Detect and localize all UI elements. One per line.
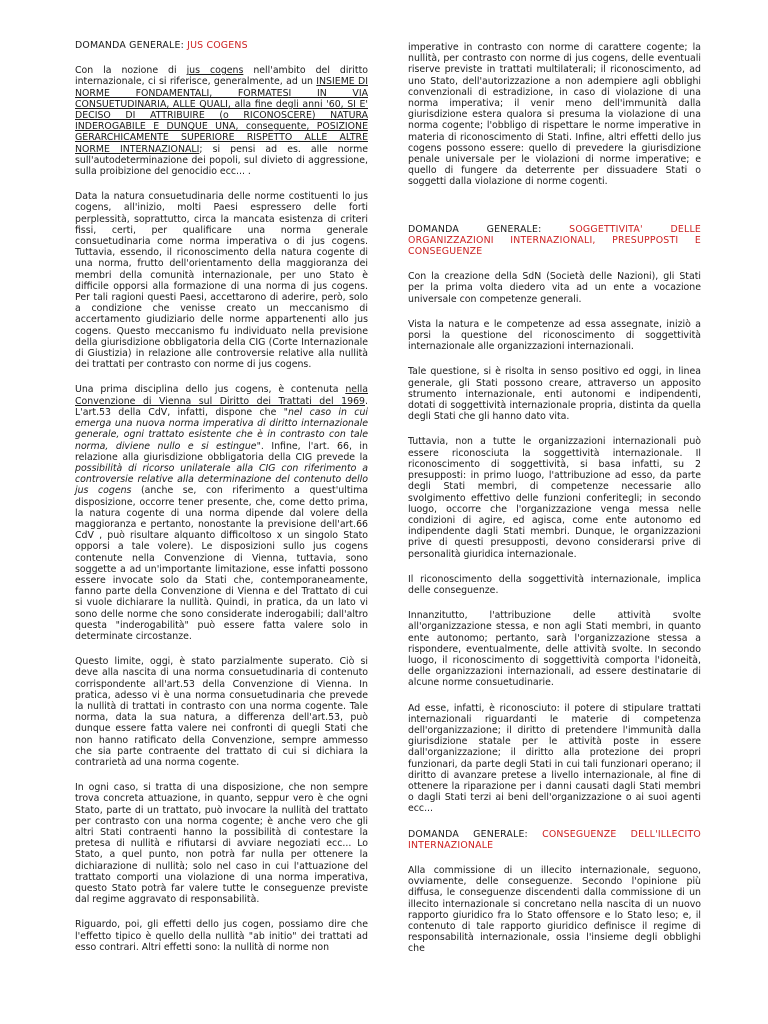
text-run: . L'art.53 della CdV, infatti, dispone che bbox=[75, 395, 368, 418]
italic-text: possibilità di ricorso unilaterale alla CIG con riferimento a controversie relative alla determinazione del contenuto dello jus cogens bbox=[75, 462, 368, 497]
paragraph: Ad esse, infatti, è riconosciuto: il potere di stipulare trattati internazionali riguardanti le materie di competenza dell'organizzazione; il diritto di pretendere l'immunità dalla giurisdizione statale per le attività poste in essere dall'organizzazione; il diritto alla protezione dei propri funzionari, da parte degli Stati in cui tali funzionari operano; il diritto di avanzare pretese a livello internazionale, al fine di ottenere la riparazione per i danni causati dagli Stati membri o dagli Stati terzi ai beni dell'organizzazione o ai suoi agenti ecc... bbox=[408, 702, 701, 815]
underlined-text: jus cogens bbox=[186, 65, 244, 77]
paragraph: In ogni caso, si tratta di una disposizione, che non sempre trova concreta attuazione, in quanto, seppur vero è che ogni Stato, parte di un trattato, può invocare la nullità del trattato per contrasto con una norma cogente; è anche vero che gli altri Stati contraenti hanno la possibilità di contestare la pretesa di nullità e rifiutarsi di avviare negoziati ecc... Lo Stato, a quel punto, non potrà far nulla per ottenere la dichiarazione di nullità; solo nel caso in cui l'attuazione del trattato comporti una violazione di una norma imperativa, questo Stato potrà far valere tutte le conseguenze previste dal regime aggravato di responsabilità. bbox=[75, 782, 368, 906]
paragraph: Alla commissione di un illecito internazionale, seguono, ovviamente, delle conseguenze. Secondo l'opinione più diffusa, le conseguenze discendenti dalla commissione di un illecito internazionale si concretano nella nascita di un nuovo rapporto giuridico fra lo Stato offensore e lo Stato leso; e, il contenuto di tale rapporto giuridico definisce il regime di responsabilità internazionale, ossia l'insieme degli obblighi che bbox=[408, 864, 701, 955]
paragraph: Tale questione, si è risolta in senso positivo ed oggi, in linea generale, gli Stati possono creare, attraverso un apposito strumento internazionale, enti autonomi e indipendenti, dotati di soggettività internazionale propria, distinta da quella degli Stati che gli hanno dato vita. bbox=[408, 366, 701, 423]
paragraph bbox=[75, 384, 368, 642]
heading-prefix: DOMANDA GENERALE: bbox=[408, 828, 543, 840]
text-run: Con la nozione di bbox=[75, 65, 187, 77]
paragraph: Con la creazione della SdN (Società delle Nazioni), gli Stati per la prima volta diedero vita ad un ente a vocazione universale con competenze generali. bbox=[408, 271, 701, 305]
left-column bbox=[75, 40, 368, 967]
underlined-text: nella Convenzione di Vienna sul Diritto dei Trattati del 1969 bbox=[75, 384, 368, 407]
underlined-text: INSIEME DI NORME FONDAMENTALI, FORMATESI IN VIA CONSUETUDINARIA, ALLE QUALI, alla fine degli anni '60, SI E' DECISO DI ATTRIBUIRE (o RICONOSCERE) NATURA INDEROGABILE E DUNQUE UNA, conseguente, POSIZIONE GERARCHICAMENTE SUPERIORE RISPETTO ALLE ALTRE NORME INTERNAZIONALI bbox=[75, 76, 368, 155]
paragraph: Vista la natura e le competenze ad essa assegnate, iniziò a porsi la questione del riconoscimento di soggettività internazionale alle organizzazioni internazionali. bbox=[408, 318, 701, 353]
heading-soggettivita bbox=[408, 224, 701, 258]
italic-quote: "nel caso in cui emerga una nuova norma imperativa di diritto internazionale generale, ogni trattato esistente che è in contrasto con tale norma, diviene nullo e si estingue" bbox=[75, 406, 368, 452]
text-run: nell'ambito del diritto internazionale, ci si riferisce, generalmente, ad un bbox=[75, 65, 368, 88]
heading-title: JUS COGENS bbox=[187, 40, 248, 51]
text-run: Una prima disciplina dello jus cogens, è contenuta bbox=[75, 384, 346, 396]
text-run: ; si pensi ad es. alle norme sull'autodeterminazione dei popoli, sul divieto di aggressione, sulla proibizione del genocidio ecc... . bbox=[75, 143, 368, 178]
heading-illecito bbox=[408, 829, 701, 851]
text-run: . Infine, l'art. 66, in relazione alla giurisdizione obbligatoria della CIG prevede la bbox=[75, 440, 368, 463]
paragraph: Innanzitutto, l'attribuzione delle attività svolte all'organizzazione stessa, e non agli Stati membri, in quanto ente autonomo; pertanto, sarà l'organizzazione stessa a rispondere, eventualmente, delle attività svolte. In secondo luogo, il riconoscimento di soggettività comporta l'idoneità, delle organizzazioni internazionali, ad essere destinatarie di alcune norme consuetudinarie. bbox=[408, 610, 701, 689]
heading-prefix: DOMANDA GENERALE: bbox=[408, 223, 570, 235]
paragraph: imperative in contrasto con norme di carattere cogente; la nullità, per contrasto con norme di jus cogens, delle eventuali riserve previste in trattati multilaterali; il riconoscimento, ad uno Stato, dell'autorizzazione a non adempiere agli obblighi convenzionali di estradizione, in caso di violazione di una norma imperativa; il venir meno dell'immunità dalla giurisdizione estera qualora si presuma la violazione di una norma cogente; l'obbligo di rispettare le norme imperative in materia di riconoscimento di Stati. Infine, altri effetti dello jus cogens possono essere: quello di prevedere la giurisdizione penale universale per le violazioni di norme imperative; e quello di fungere da deterrente per dissuadere Stati o soggetti dalla violazione di norme cogenti. bbox=[408, 42, 701, 188]
paragraph: Tuttavia, non a tutte le organizzazioni internazionali può essere riconosciuta la soggettività internazionale. Il riconoscimento di soggettività, si basa infatti, su 2 presupposti: in primo luogo, l'attribuzione ad esso, da parte degli Stati membri, di competenze necessarie allo svolgimento effettivo delle funzioni conferitegli; in secondo luogo, occorre che l'organizzazione venga messa nelle condizioni di agire, ed agisca, come ente autonomo ed indipendente dagli Stati membri. Dunque, le organizzazioni prive di questi presupposti, devono considerarsi prive di personalità giuridica internazionale. bbox=[408, 436, 701, 560]
heading-title: CONSEGUENZE DELL'ILLECITO INTERNAZIONALE bbox=[408, 828, 701, 851]
heading-title: SOGGETTIVITA' DELLE ORGANIZZAZIONI INTERNAZIONALI, PRESUPPOSTI E CONSEGUENZE bbox=[408, 223, 701, 258]
right-column bbox=[408, 42, 701, 969]
text-run: (anche se, con riferimento a quest'ultima disposizione, occorre tener presente, che, come detto prima, la natura cogente di una norma dipende dal volere della maggioranza e pertanto, nonostante la previsione dell'art.66 CdV , può risultare alquanto difficoltoso x un singolo Stato opporsi a tale volere). Le disposizioni sullo jus cogens contenute nella Convenzione di Vienna, tuttavia, sono soggette a ad un'importante limitazione, esse infatti possono essere invocate solo da Stati che, contemporaneamente, fanno parte della Convenzione di Vienna e del Trattato di cui si vuole dichiarare la nullità. Quindi, in pratica, da un lato vi sono delle norme che sono considerate inderogabili; dall'altro questa "inderogabilità" può essere fatta valere solo in determinate circostanze. bbox=[75, 485, 368, 642]
paragraph: Questo limite, oggi, è stato parzialmente superato. Ciò si deve alla nascita di una norma consuetudinaria di contenuto corrispondente all'art.53 della Convenzione di Vienna. In pratica, adesso vi è una norma consuetudinaria che prevede la nullità di trattati in contrasto con una norma cogente. Tale norma, data la sua natura, a differenza dell'art.53, può dunque essere fatta valere nei confronti di quegli Stati che non hanno ratificato della Convenzione, sempre ammesso che sia parte contraente del trattato di cui si dichiara la contrarietà ad una norma cogente. bbox=[75, 656, 368, 768]
paragraph: Riguardo, poi, gli effetti dello jus cogen, possiamo dire che l'effetto tipico è quello della nullità "ab initio" dei trattati ad esso contrari. Altri effetti sono: la nullità di norme non bbox=[75, 919, 368, 953]
paragraph bbox=[75, 65, 368, 177]
heading-prefix: DOMANDA GENERALE: bbox=[75, 40, 188, 51]
paragraph: Il riconoscimento della soggettività internazionale, implica delle conseguenze. bbox=[408, 573, 701, 596]
paragraph: Data la natura consuetudinaria delle norme costituenti lo jus cogens, all'inizio, molti Paesi espressero delle forti perplessità, soprattutto, circa la mancata esistenza di criteri fissi, certi, per qualificare una norma generale consuetudinaria come norma imperativa o di jus cogens. Tuttavia, essendo, il riconoscimento della natura cogente di una norma, frutto dell'orientamento della maggioranza dei membri della comunità internazionale, per uno Stato è difficile opporsi alla formazione di una norma di jus cogens. Per tali ragioni questi Paesi, accettarono di aderire, però, solo a condizione che venisse creato un meccanismo di accertamento giudiziario delle norme appartenenti allo jus cogens. Questo meccanismo fu individuato nella previsione della giurisdizione obbligatoria della CIG (Corte Internazionale di Giustizia) in relazione alle controversie relative alla nullità dei trattati per contrasto con norme di jus cogens. bbox=[75, 191, 368, 371]
heading-jus-cogens bbox=[75, 40, 368, 51]
